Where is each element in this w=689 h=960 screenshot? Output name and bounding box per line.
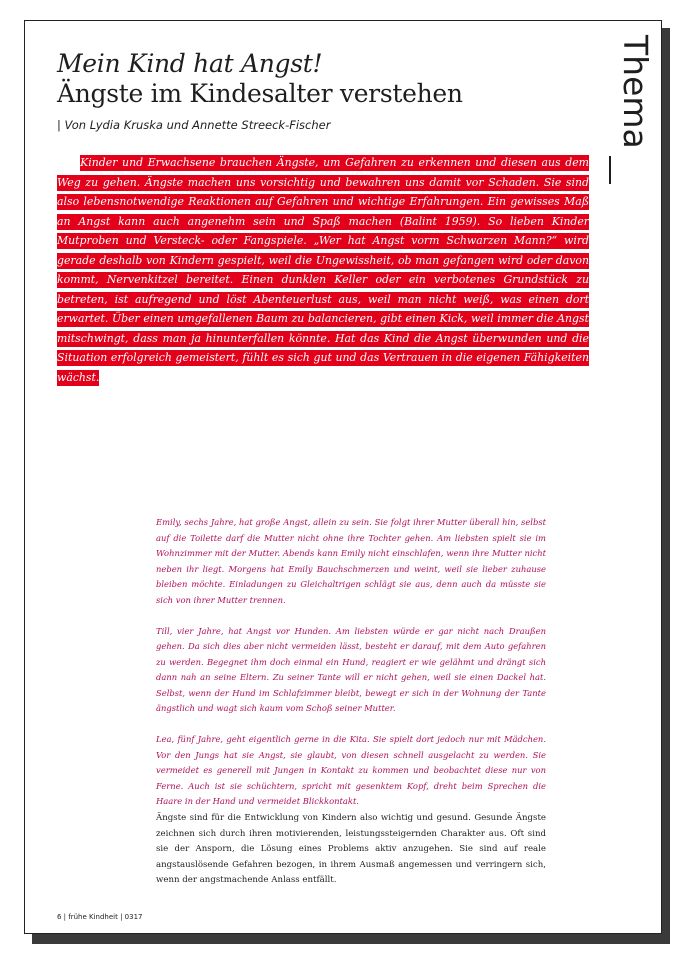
page-footer: 6 | frühe Kindheit | 0317 [57,913,143,921]
case-lea: Lea, fünf Jahre, geht eigentlich gerne in die Kita. Sie spielt dort jedoch nur mit Mädchen. Vor den Jungs hat sie Angst, sie glaubt, von diesen schnell ausgelacht zu werden. Sie vermeidet es generell mit Jungen in Kontakt zu kommen und beobachtet diese nur von Ferne. Auch ist sie schüchtern, spricht mit gesenktem Kopf, dreht beim Sprechen die Haare in der Hand und vermeidet Blickkontakt. [156,734,546,806]
magazine-page [24,20,662,934]
article-byline: | Von Lydia Kruska und Annette Streeck-Fischer [57,118,331,132]
case-emily: Emily, sechs Jahre, hat große Angst, allein zu sein. Sie folgt ihrer Mutter überall hin, selbst auf die Toilette darf die Mutter nicht ohne ihre Tochter gehen. Am liebsten spielt sie im Wohnzimmer mit der Mutter. Abends kann Emily nicht einschlafen, wenn ihre Mutter nicht neben ihr liegt. Morgens hat Emily Bauchschmerzen und weint, weil sie lieber zuhause bleiben möchte. Einladungen zu Gleichaltrigen schlägt sie aus, denn auch da müsste sie sich von ihrer Mutter trennen. [156,517,546,605]
intro-paragraph [57,153,589,388]
body-paragraph [156,811,546,889]
article-title-line2: Ängste im Kindesalter verstehen [57,79,463,108]
case-examples [156,515,546,825]
section-label: Thema [616,35,655,149]
section-label-bar [609,156,611,184]
case-till: Till, vier Jahre, hat Angst vor Hunden. Am liebsten würde er gar nicht nach Draußen gehen. Da sich dies aber nicht vermeiden lässt, besteht er darauf, mit dem Auto gefahren zu werden. Begegnet ihm doch einmal ein Hund, reagiert er wie gelähmt und drängt sich dann nah an seine Eltern. Zu seiner Tante will er nicht gehen, weil sie einen Dackel hat. Selbst, wenn der Hund im Schlafzimmer bleibt, bewegt er sich in der Wohnung der Tante ängstlich und wagt sich kaum vom Schoß seiner Mutter. [156,625,546,713]
article-title-line1: Mein Kind hat Angst! [57,49,323,78]
body-text: Ängste sind für die Entwicklung von Kindern also wichtig und gesund. Gesunde Ängste zeichnen sich durch ihren motivierenden, leistungssteigernden Charakter aus. Oft sind sie der Ansporn, die Lösung eines Problems aktiv anzugehen. Sie sind auf reale angstauslösende Gefahren bezogen, in ihrem Ausmaß angemessen und verringern sich, wenn der angstmachende Anlass entfällt. [156,813,546,886]
intro-highlight-text: Kinder und Erwachsene brauchen Ängste, um Gefahren zu erkennen und diesen aus dem Weg zu gehen. Ängste machen uns vorsichtig und bewahren uns damit vor Schaden. Sie sind also lebensnotwendige Reaktionen auf Gefahren und wichtige Erfahrungen. Ein gewisses Maß an Angst kann auch angenehm sein und Spaß machen (Balint 1959). So lieben Kinder Mutproben und Versteck- oder Fangspiele. „Wer hat Angst vorm Schwarzen Mann?“ wird gerade deshalb von Kindern gespielt, weil die Ungewissheit, ob man gefangen wird oder davon kommt, Nervenkitzel bereitet. Einen dunklen Keller oder ein verbotenes Grundstück zu betreten, ist aufregend und löst Abenteuerlust aus, weil man nicht weiß, was einen dort erwartet. Über einen umgefallenen Baum zu balancieren, gibt einen Kick, weil immer die Angst mitschwingt, dass man ja hinunterfallen könnte. Hat das Kind die Angst überwunden und die Situation erfolgreich gemeistert, fühlt es sich gut und das Vertrauen in die eigenen Fähigkeiten wächst. [57,156,589,385]
